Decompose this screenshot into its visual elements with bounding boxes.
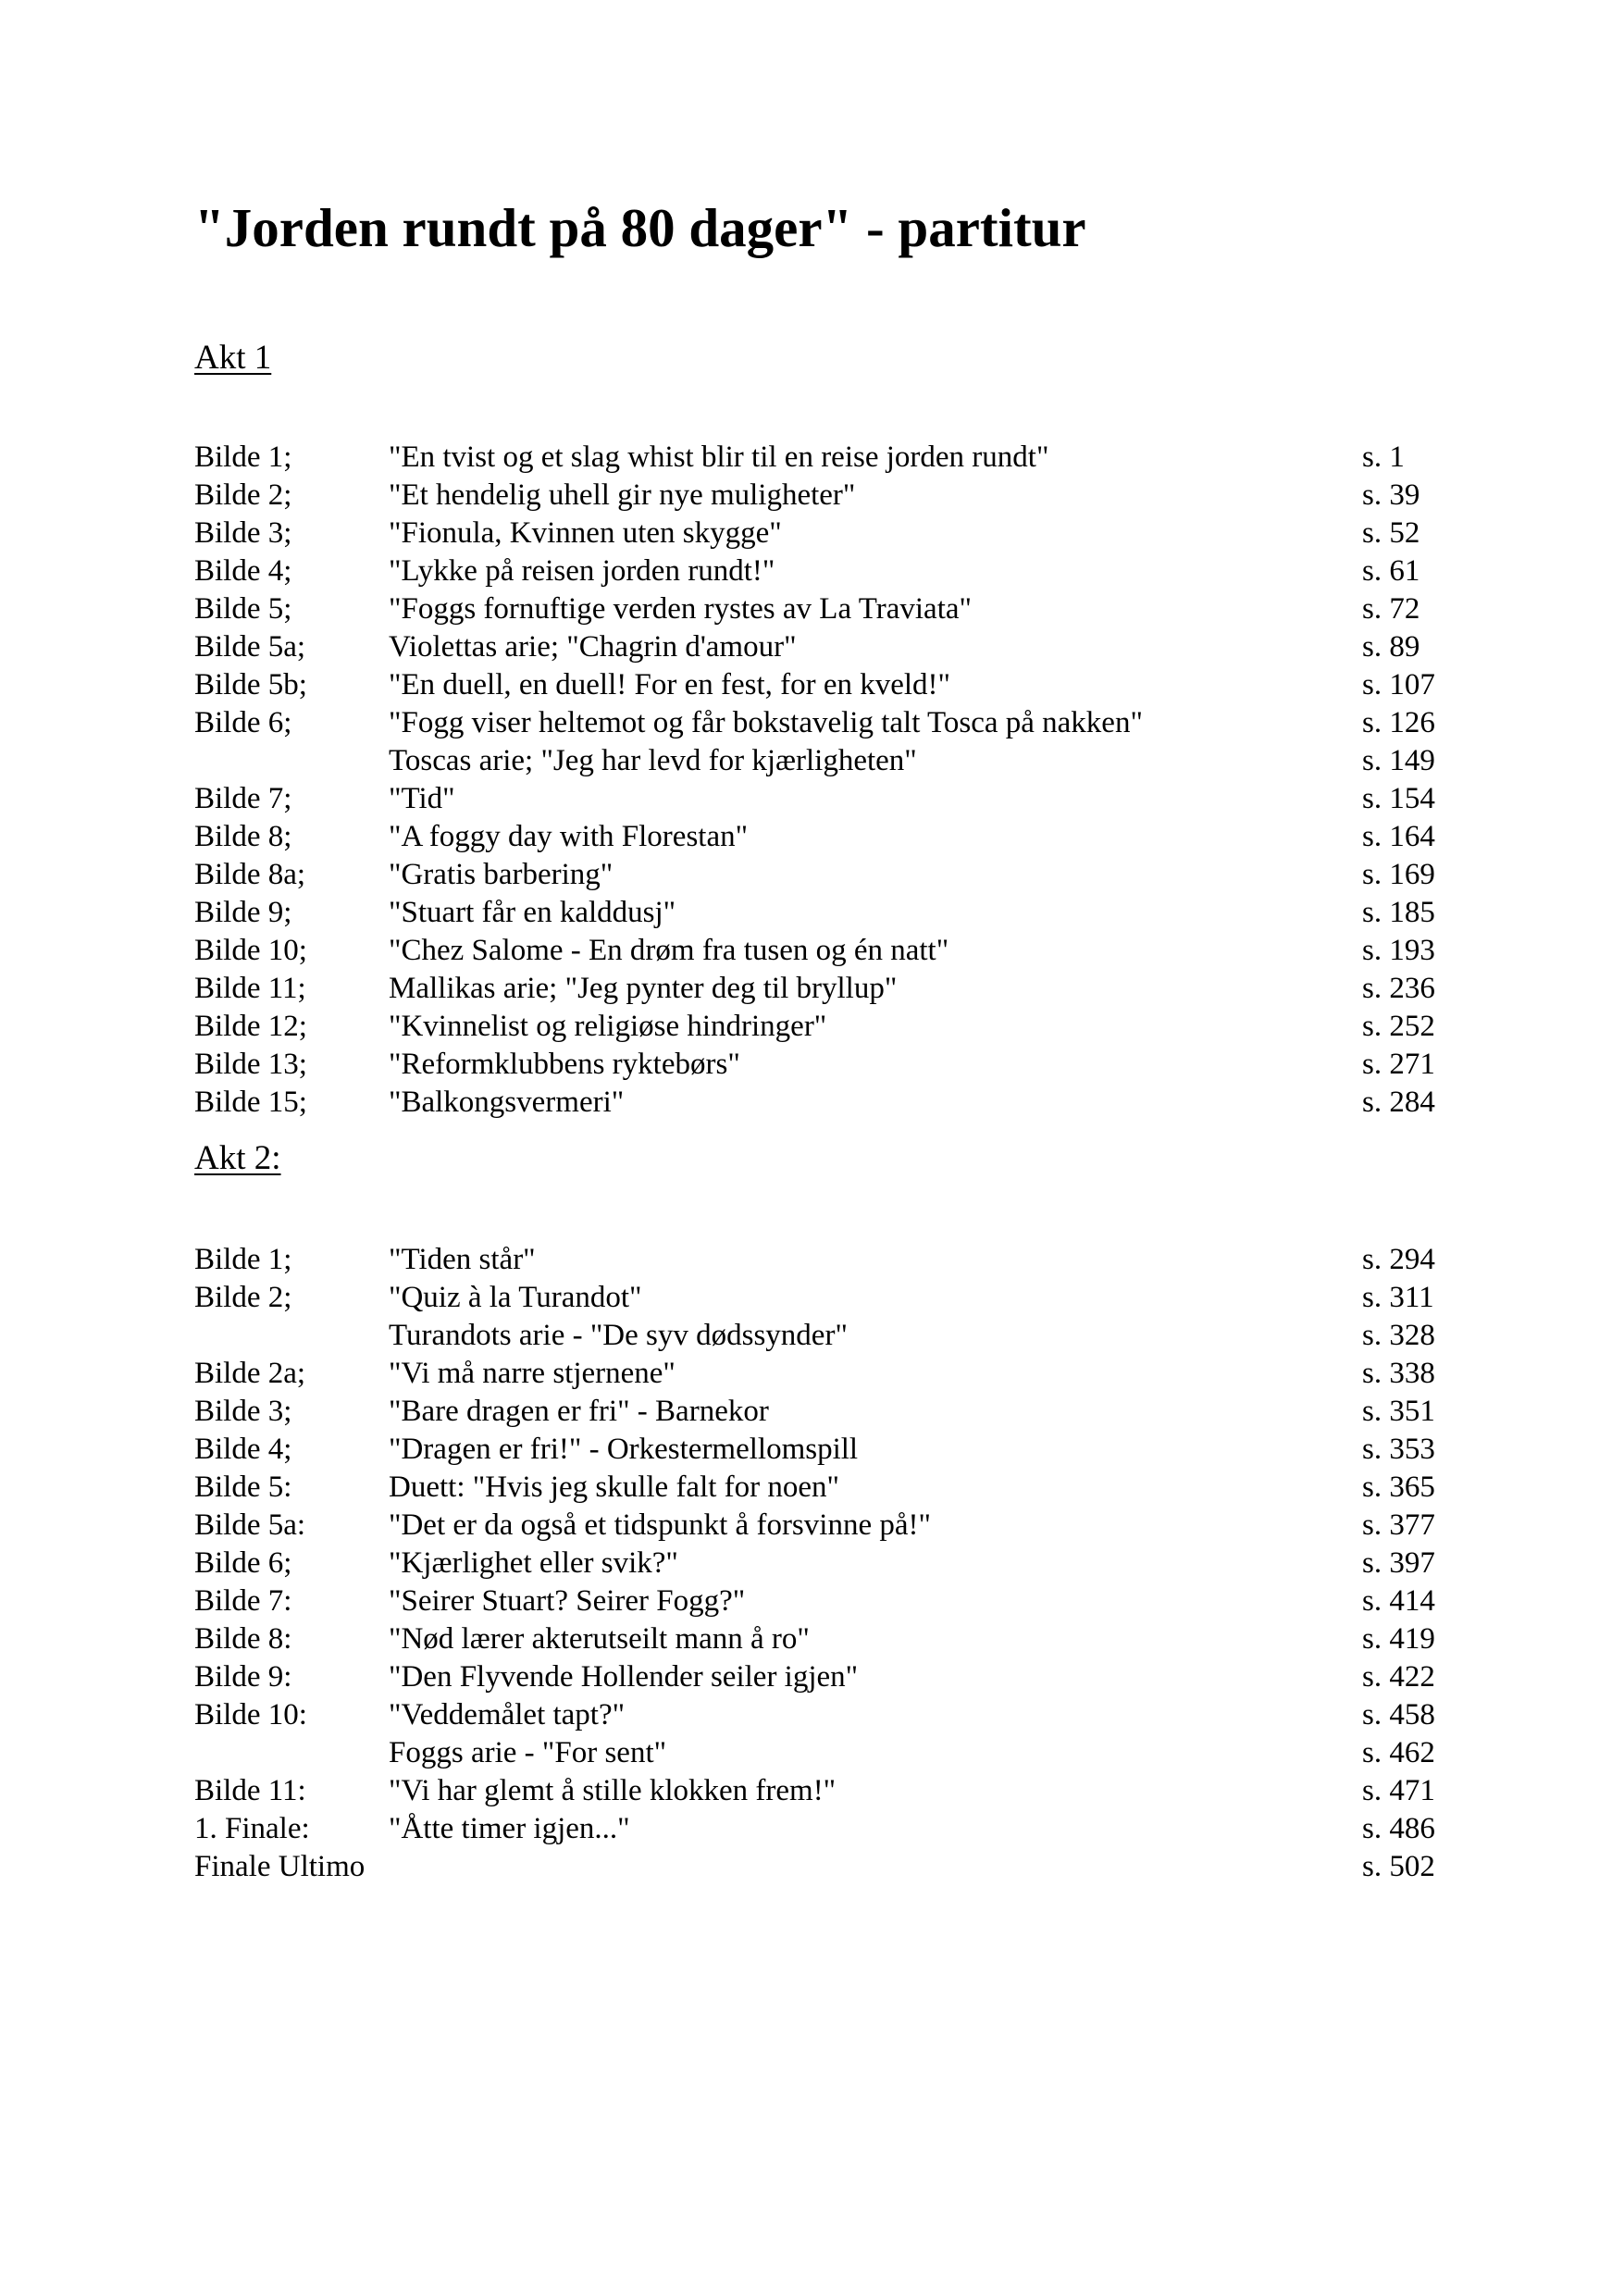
scene-entry <box>194 1279 1490 1317</box>
scene-title: "Kvinnelist og religiøse hindringer" <box>389 1010 827 1043</box>
page-number: s. 126 <box>1362 706 1435 739</box>
scene-label: Bilde 12; <box>194 1010 307 1043</box>
scene-title: "Nød lærer akterutseilt mann å ro" <box>389 1622 810 1656</box>
scene-label: Bilde 11: <box>194 1774 306 1807</box>
scene-title: "Vi må narre stjernene" <box>389 1357 676 1390</box>
scene-entry <box>194 477 1490 515</box>
scene-label: Bilde 6; <box>194 1546 292 1580</box>
page-number: s. 351 <box>1362 1395 1435 1428</box>
scene-entry <box>194 1008 1490 1046</box>
scene-title: Foggs arie - "For sent" <box>389 1736 667 1769</box>
page-number: s. 353 <box>1362 1433 1435 1466</box>
scene-entry <box>194 1084 1490 1122</box>
scene-title: "Bare dragen er fri" - Barnekor <box>389 1395 769 1428</box>
page-number: s. 486 <box>1362 1812 1435 1845</box>
scene-entry <box>194 1810 1490 1848</box>
scene-title: "Balkongsvermeri" <box>389 1086 625 1119</box>
scene-label: Bilde 5a; <box>194 630 306 664</box>
scene-label: Bilde 15; <box>194 1086 307 1119</box>
page-number: s. 377 <box>1362 1508 1435 1542</box>
scene-entry <box>194 1848 1490 1886</box>
scene-title: "Stuart får en kalddusj" <box>389 896 676 929</box>
scene-label: Bilde 7; <box>194 782 292 815</box>
scene-title: "En duell, en duell! For en fest, for en kveld!" <box>389 668 951 701</box>
scene-entry <box>194 1545 1490 1582</box>
scene-title: "Tid" <box>389 782 455 815</box>
scene-list <box>194 1241 1490 1886</box>
scene-entry <box>194 1507 1490 1545</box>
scene-label: Bilde 5a: <box>194 1508 306 1542</box>
scene-entry <box>194 704 1490 742</box>
scene-title: Violettas arie; "Chagrin d'amour" <box>389 630 797 664</box>
scene-label: Bilde 3; <box>194 516 292 550</box>
scene-label: Bilde 3; <box>194 1395 292 1428</box>
scene-label: Bilde 8a; <box>194 858 306 891</box>
scene-label: Bilde 9: <box>194 1660 292 1694</box>
act-section <box>194 335 1490 1122</box>
scene-entry <box>194 1582 1490 1620</box>
scene-label: Bilde 8: <box>194 1622 292 1656</box>
scene-title: "Lykke på reisen jorden rundt!" <box>389 554 775 588</box>
scene-label: Bilde 7: <box>194 1584 292 1618</box>
page-number: s. 338 <box>1362 1357 1435 1390</box>
page-number: s. 422 <box>1362 1660 1435 1694</box>
scene-entry <box>194 1772 1490 1810</box>
scene-entry <box>194 628 1490 666</box>
act-heading: Akt 1 <box>194 339 272 377</box>
scene-entry <box>194 1696 1490 1734</box>
page-number: s. 328 <box>1362 1319 1435 1352</box>
page-number: s. 252 <box>1362 1010 1435 1043</box>
page-title: "Jorden rundt på 80 dager" - partitur <box>194 197 1086 258</box>
page-number: s. 193 <box>1362 934 1435 967</box>
scene-entry <box>194 1658 1490 1696</box>
scene-title: "Seirer Stuart? Seirer Fogg?" <box>389 1584 746 1618</box>
scene-label: Bilde 5: <box>194 1471 292 1504</box>
scene-title: "Åtte timer igjen..." <box>389 1812 630 1845</box>
page-number: s. 149 <box>1362 744 1435 777</box>
scene-entry <box>194 552 1490 590</box>
page-number: s. 39 <box>1362 478 1420 512</box>
scene-title: "Fogg viser heltemot og får bokstavelig talt Tosca på nakken" <box>389 706 1143 739</box>
scene-entry <box>194 666 1490 704</box>
scene-title: "Chez Salome - En drøm fra tusen og én natt" <box>389 934 949 967</box>
page-number: s. 52 <box>1362 516 1420 550</box>
scene-title: "Quiz à la Turandot" <box>389 1281 642 1314</box>
scene-title: "Vi har glemt å stille klokken frem!" <box>389 1774 837 1807</box>
scene-label: Bilde 11; <box>194 972 306 1005</box>
scene-entry <box>194 439 1490 477</box>
page-number: s. 294 <box>1362 1243 1435 1276</box>
page-number: s. 365 <box>1362 1471 1435 1504</box>
scene-title: "Kjærlighet eller svik?" <box>389 1546 678 1580</box>
scene-entry <box>194 515 1490 552</box>
scene-entry <box>194 1620 1490 1658</box>
page-number: s. 107 <box>1362 668 1435 701</box>
scene-entry <box>194 1355 1490 1393</box>
scene-label: 1. Finale: <box>194 1812 310 1845</box>
scene-entry <box>194 780 1490 818</box>
scene-label: Bilde 2; <box>194 478 292 512</box>
scene-entry <box>194 1431 1490 1469</box>
scene-label: Bilde 8; <box>194 820 292 853</box>
scene-label: Bilde 10; <box>194 934 307 967</box>
scene-title: Toscas arie; "Jeg har levd for kjærligheten" <box>389 744 917 777</box>
scene-entry <box>194 1317 1490 1355</box>
scene-title: Turandots arie - "De syv dødssynder" <box>389 1319 848 1352</box>
scene-label: Bilde 1; <box>194 1243 292 1276</box>
scene-label: Bilde 6; <box>194 706 292 739</box>
scene-entry <box>194 1046 1490 1084</box>
page-number: s. 169 <box>1362 858 1435 891</box>
page-number: s. 164 <box>1362 820 1435 853</box>
scene-title: "Den Flyvende Hollender seiler igjen" <box>389 1660 859 1694</box>
scene-entry <box>194 856 1490 894</box>
scene-title: Mallikas arie; "Jeg pynter deg til bryllup" <box>389 972 898 1005</box>
page-number: s. 271 <box>1362 1048 1435 1081</box>
page-number: s. 61 <box>1362 554 1420 588</box>
scene-entry <box>194 1469 1490 1507</box>
scene-entry <box>194 1241 1490 1279</box>
scene-label: Bilde 9; <box>194 896 292 929</box>
page-number: s. 236 <box>1362 972 1435 1005</box>
scene-entry <box>194 742 1490 780</box>
scene-title: "Veddemålet tapt?" <box>389 1698 626 1731</box>
scene-entry <box>194 894 1490 932</box>
scene-label: Bilde 5; <box>194 592 292 626</box>
scene-label: Finale Ultimo <box>194 1850 366 1883</box>
scene-label: Bilde 2a; <box>194 1357 306 1390</box>
page-number: s. 419 <box>1362 1622 1435 1656</box>
scene-entry <box>194 932 1490 970</box>
scene-entry <box>194 1734 1490 1772</box>
page-number: s. 471 <box>1362 1774 1435 1807</box>
scene-title: "Reformklubbens ryktebørs" <box>389 1048 740 1081</box>
scene-title: "Gratis barbering" <box>389 858 614 891</box>
page-number: s. 397 <box>1362 1546 1435 1580</box>
scene-label: Bilde 10: <box>194 1698 307 1731</box>
scene-entry <box>194 818 1490 856</box>
scene-label: Bilde 4; <box>194 1433 292 1466</box>
scene-title: "Dragen er fri!" - Orkestermellomspill <box>389 1433 859 1466</box>
scene-entry <box>194 1393 1490 1431</box>
page-number: s. 284 <box>1362 1086 1435 1119</box>
scene-title: "En tvist og et slag whist blir til en reise jorden rundt" <box>389 441 1049 474</box>
page-number: s. 185 <box>1362 896 1435 929</box>
scene-label: Bilde 4; <box>194 554 292 588</box>
page-number: s. 311 <box>1362 1281 1434 1314</box>
scene-title: "Det er da også et tidspunkt å forsvinne på!" <box>389 1508 931 1542</box>
scene-title: "Foggs fornuftige verden rystes av La Traviata" <box>389 592 972 626</box>
page-number: s. 89 <box>1362 630 1420 664</box>
scene-title: "Et hendelig uhell gir nye muligheter" <box>389 478 856 512</box>
page-number: s. 154 <box>1362 782 1435 815</box>
page-number: s. 502 <box>1362 1850 1435 1883</box>
act-heading: Akt 2: <box>194 1139 281 1177</box>
scene-title: "A foggy day with Florestan" <box>389 820 749 853</box>
scene-title: "Fionula, Kvinnen uten skygge" <box>389 516 782 550</box>
act-section <box>194 1136 1490 1886</box>
scene-title: Duett: "Hvis jeg skulle falt for noen" <box>389 1471 840 1504</box>
scene-label: Bilde 5b; <box>194 668 307 701</box>
scene-title: "Tiden står" <box>389 1243 536 1276</box>
page-number: s. 458 <box>1362 1698 1435 1731</box>
scene-list <box>194 439 1490 1122</box>
scene-label: Bilde 1; <box>194 441 292 474</box>
scene-entry <box>194 590 1490 628</box>
page-number: s. 414 <box>1362 1584 1435 1618</box>
scene-label: Bilde 2; <box>194 1281 292 1314</box>
page-number: s. 462 <box>1362 1736 1435 1769</box>
page-number: s. 72 <box>1362 592 1420 626</box>
scene-label: Bilde 13; <box>194 1048 307 1081</box>
page-number: s. 1 <box>1362 441 1405 474</box>
scene-entry <box>194 970 1490 1008</box>
